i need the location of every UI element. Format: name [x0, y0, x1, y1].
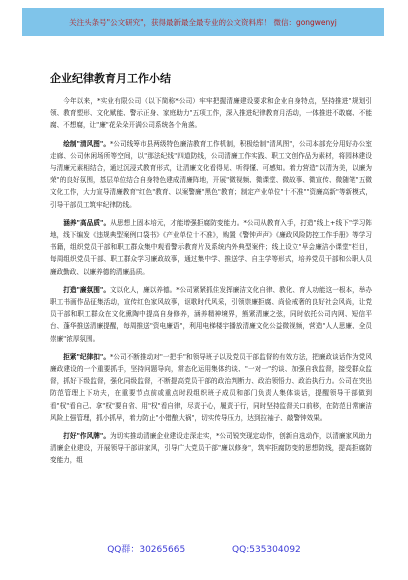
- document-title: 企业纪律教育月工作小结: [50, 72, 171, 85]
- paragraph: 绘制"清风图"。*公司线筹市县两级特色廉洁教育工作机制，积极绘制"清风图"，公司本部充分用好办公室走廊、公司休闲场所等空间，以"那法纪线"四道防线，公司清廉工作实践、职工文创作品为素材，将园林建设与清廉元素相结合，通过沉浸式教育形式，让清廉文化看得见、听得懂、可感知。着力营造"以清为美，以廉为荣"的良好氛围，基层单位结合自身特色建成清廉阵地，开展"微视频、微课堂、微故事、微宣传、微随笔"五微文化工作，大力宣导清廉教育"红色"教育、以案警廉"黑色"教育；制定产业单位"十不准""资廉高新"等新模式，引导干部员工筑牢纪律防线。: [50, 139, 372, 209]
- paragraph-heading: 涵养"高品质"。: [63, 218, 111, 227]
- paragraph-heading: 拒紧"纪律扣"。: [63, 352, 111, 361]
- paragraph-heading: 绘制"清风图"。: [63, 139, 111, 148]
- paragraph-heading: 打好"作风牌"。: [63, 432, 110, 441]
- banner-text: 关注头条号"公文研究"，获得最新最全最专业的公文资料库！ 微信：gongwenyj: [69, 17, 337, 27]
- paragraph: 今年以来，*实业有限公司（以下简称*公司）牢牢把握清廉建设要求和企业自身特点，坚持推进"规划引领、教育塑形、文化赋能、警示正身、家庭助力"五项工作，深入推进纪律教育月活动，一体推进不敢腐、不能腐、不想腐，让"廉"花朵朵开满公司系统各个角落。: [50, 97, 372, 130]
- footer-qq-group: QQ群：30265665: [107, 545, 186, 555]
- footer-qq: QQ:535304092: [232, 545, 301, 555]
- paragraph: 打好"作风牌"。为切实推动清廉企业建设走深走实，*公司锐突现定动作，创新自选动作，以清廉家风助力清廉企业建设，开展领导干部讲家风，引导广大党员干部"廉以修身"，筑牢拒腐防变的思想防线，提高拒腐防变能力，组: [50, 432, 372, 465]
- paragraph: 拒紧"纪律扣"。*公司不断推动对"一把手"和领导班子以及党员干部监督的有效方法，把廉政谈话作为党风廉政建设的一个重要抓手，坚持问题导向，常态化运用集体约谈、"一对一"约谈、加强自我监督，接受群众监督，抓好下级监督，强化同级监督，不断提高党员干部的政治判断力、政治领悟力、政治执行力。公司在突出防范管理上下功夫，在重要节点前或重点时段组织班子成员和部门负责人集体谈话，提醒领导干部做到看"权"看自己、拿"权"要自省、用"权"看自律，尽责于心，履责于行，同时坚持监督关口前移，在防范日常廉洁风险上强管理，抓小抓早，着力防止"小错酿大祸"，切实传导压力，达到拉袖子、敲警钟效果。: [50, 352, 372, 422]
- paragraph: 打造"廉氛围"。文以化人，廉以养德。*公司紧紧抓住发挥廉洁文化自律、教化、育人功能这一根本，举办职工书画作品征集活动，宣传红色家风故事，讴歌时代风采，引领崇廉拒腐、尚俭戒奢的良好社会风尚，让党员干部和职工群众在文化熏陶中提高自身修养，涵养精神境界，熊紧清廉之弦，同时依托公司内网、短信平台、蓬华推送清廉提醒，每周推送"资电廉语"，利用电梯楼宇播放清廉文化公益微视频，营造"人人思廉、全员崇廉"浓厚氛围。: [50, 285, 372, 343]
- paragraph: 涵养"高品质"。从思想上固本培元，才能增强拒腐防变能力。*公司从教育入手，打造"线上+线下"学习阵地，线下编发《违规典型案例口袋书》《产业单位十不准》，购置《警钟声声》《廉政风险防控工作手册》等学习书籍，组织党员干部和职工群众集中观看警示教育片及系统内外典型案件；线上设立"早会廉洁小课堂"栏目，每周组织党员干部、职工群众学习廉政故事，通过集中学、推送学、自主学等形式，培养党员干部和公职人员廉政勤政、以廉养德的清廉品质。: [50, 218, 373, 276]
- footer-contact: [0, 542, 408, 555]
- document-body: [50, 95, 372, 467]
- header-banner: [22, 8, 384, 36]
- paragraph-heading: 打造"廉氛围"。: [63, 285, 110, 294]
